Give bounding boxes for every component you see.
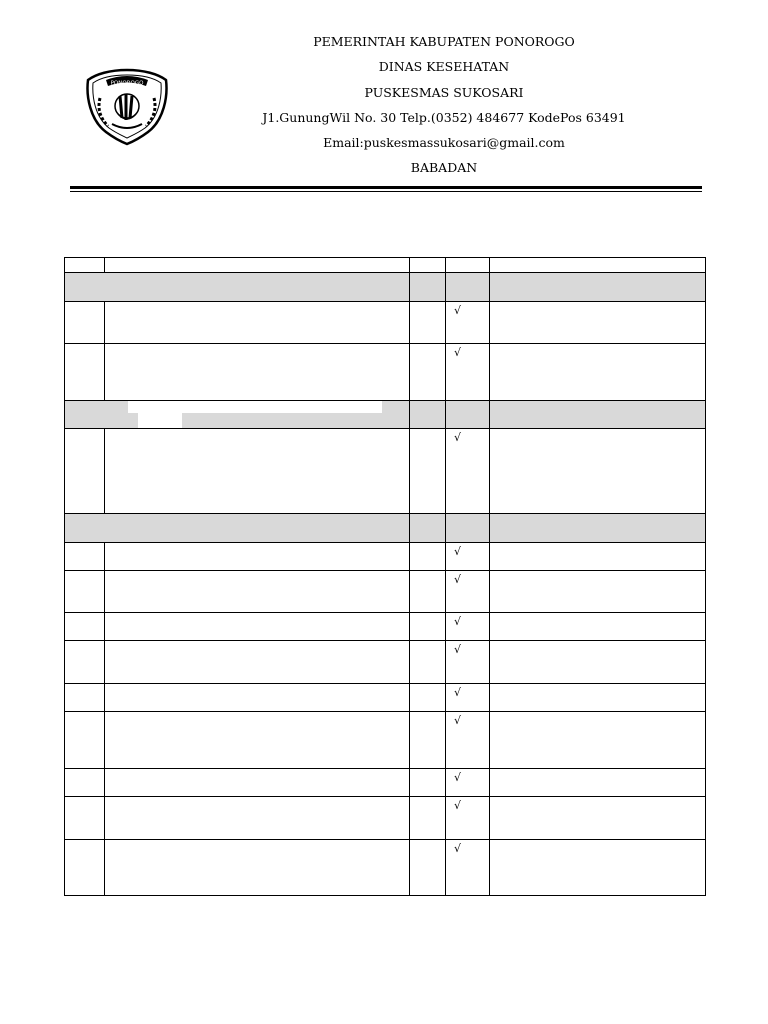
table-row [65,712,706,769]
table-row [65,543,706,571]
check-mark: √ [446,344,490,401]
table-header-row [65,258,706,273]
table-row [65,571,706,613]
table-row [65,797,706,840]
check-mark: √ [446,797,490,840]
section-row [65,273,706,302]
section-row [65,514,706,543]
checklist-table [64,257,706,896]
letterhead-address: J1.GunungWil No. 30 Telp.(0352) 484677 KodePos 63491 [262,109,626,125]
check-mark: √ [446,613,490,641]
letterhead-institution: PUSKESMAS SUKOSARI [364,84,524,100]
check-mark: √ [446,543,490,571]
table-row [65,840,706,896]
check-mark: √ [446,712,490,769]
letterhead-agency: DINAS KESEHATAN [378,59,510,75]
check-mark: √ [446,302,490,344]
letterhead-divider-thick [70,186,702,189]
check-mark: √ [446,429,490,514]
table-row [65,613,706,641]
ponorogo-emblem-icon [82,66,172,146]
check-mark: √ [446,769,490,797]
table-row [65,302,706,344]
table-row [65,429,706,514]
header-cell-no [65,258,105,273]
letterhead-government: PEMERINTAH KABUPATEN PONOROGO [313,34,575,49]
header-cell-a [410,258,446,273]
table-row [65,684,706,712]
table-row [65,641,706,684]
letterhead [240,32,648,184]
letterhead-email: Email:puskesmassukosari@gmail.com [323,135,565,151]
table-row [65,344,706,401]
check-mark: √ [446,641,490,684]
header-cell-item [105,258,410,273]
check-mark: √ [446,840,490,896]
letterhead-location: BABADAN [410,160,478,176]
redaction-patch [138,412,182,428]
table-row [65,769,706,797]
letterhead-divider-thin [70,191,702,192]
check-mark: √ [446,684,490,712]
header-cell-b [446,258,490,273]
svg-text:PONOROGO: PONOROGO [110,80,144,87]
header-cell-notes [490,258,706,273]
check-mark: √ [446,571,490,613]
